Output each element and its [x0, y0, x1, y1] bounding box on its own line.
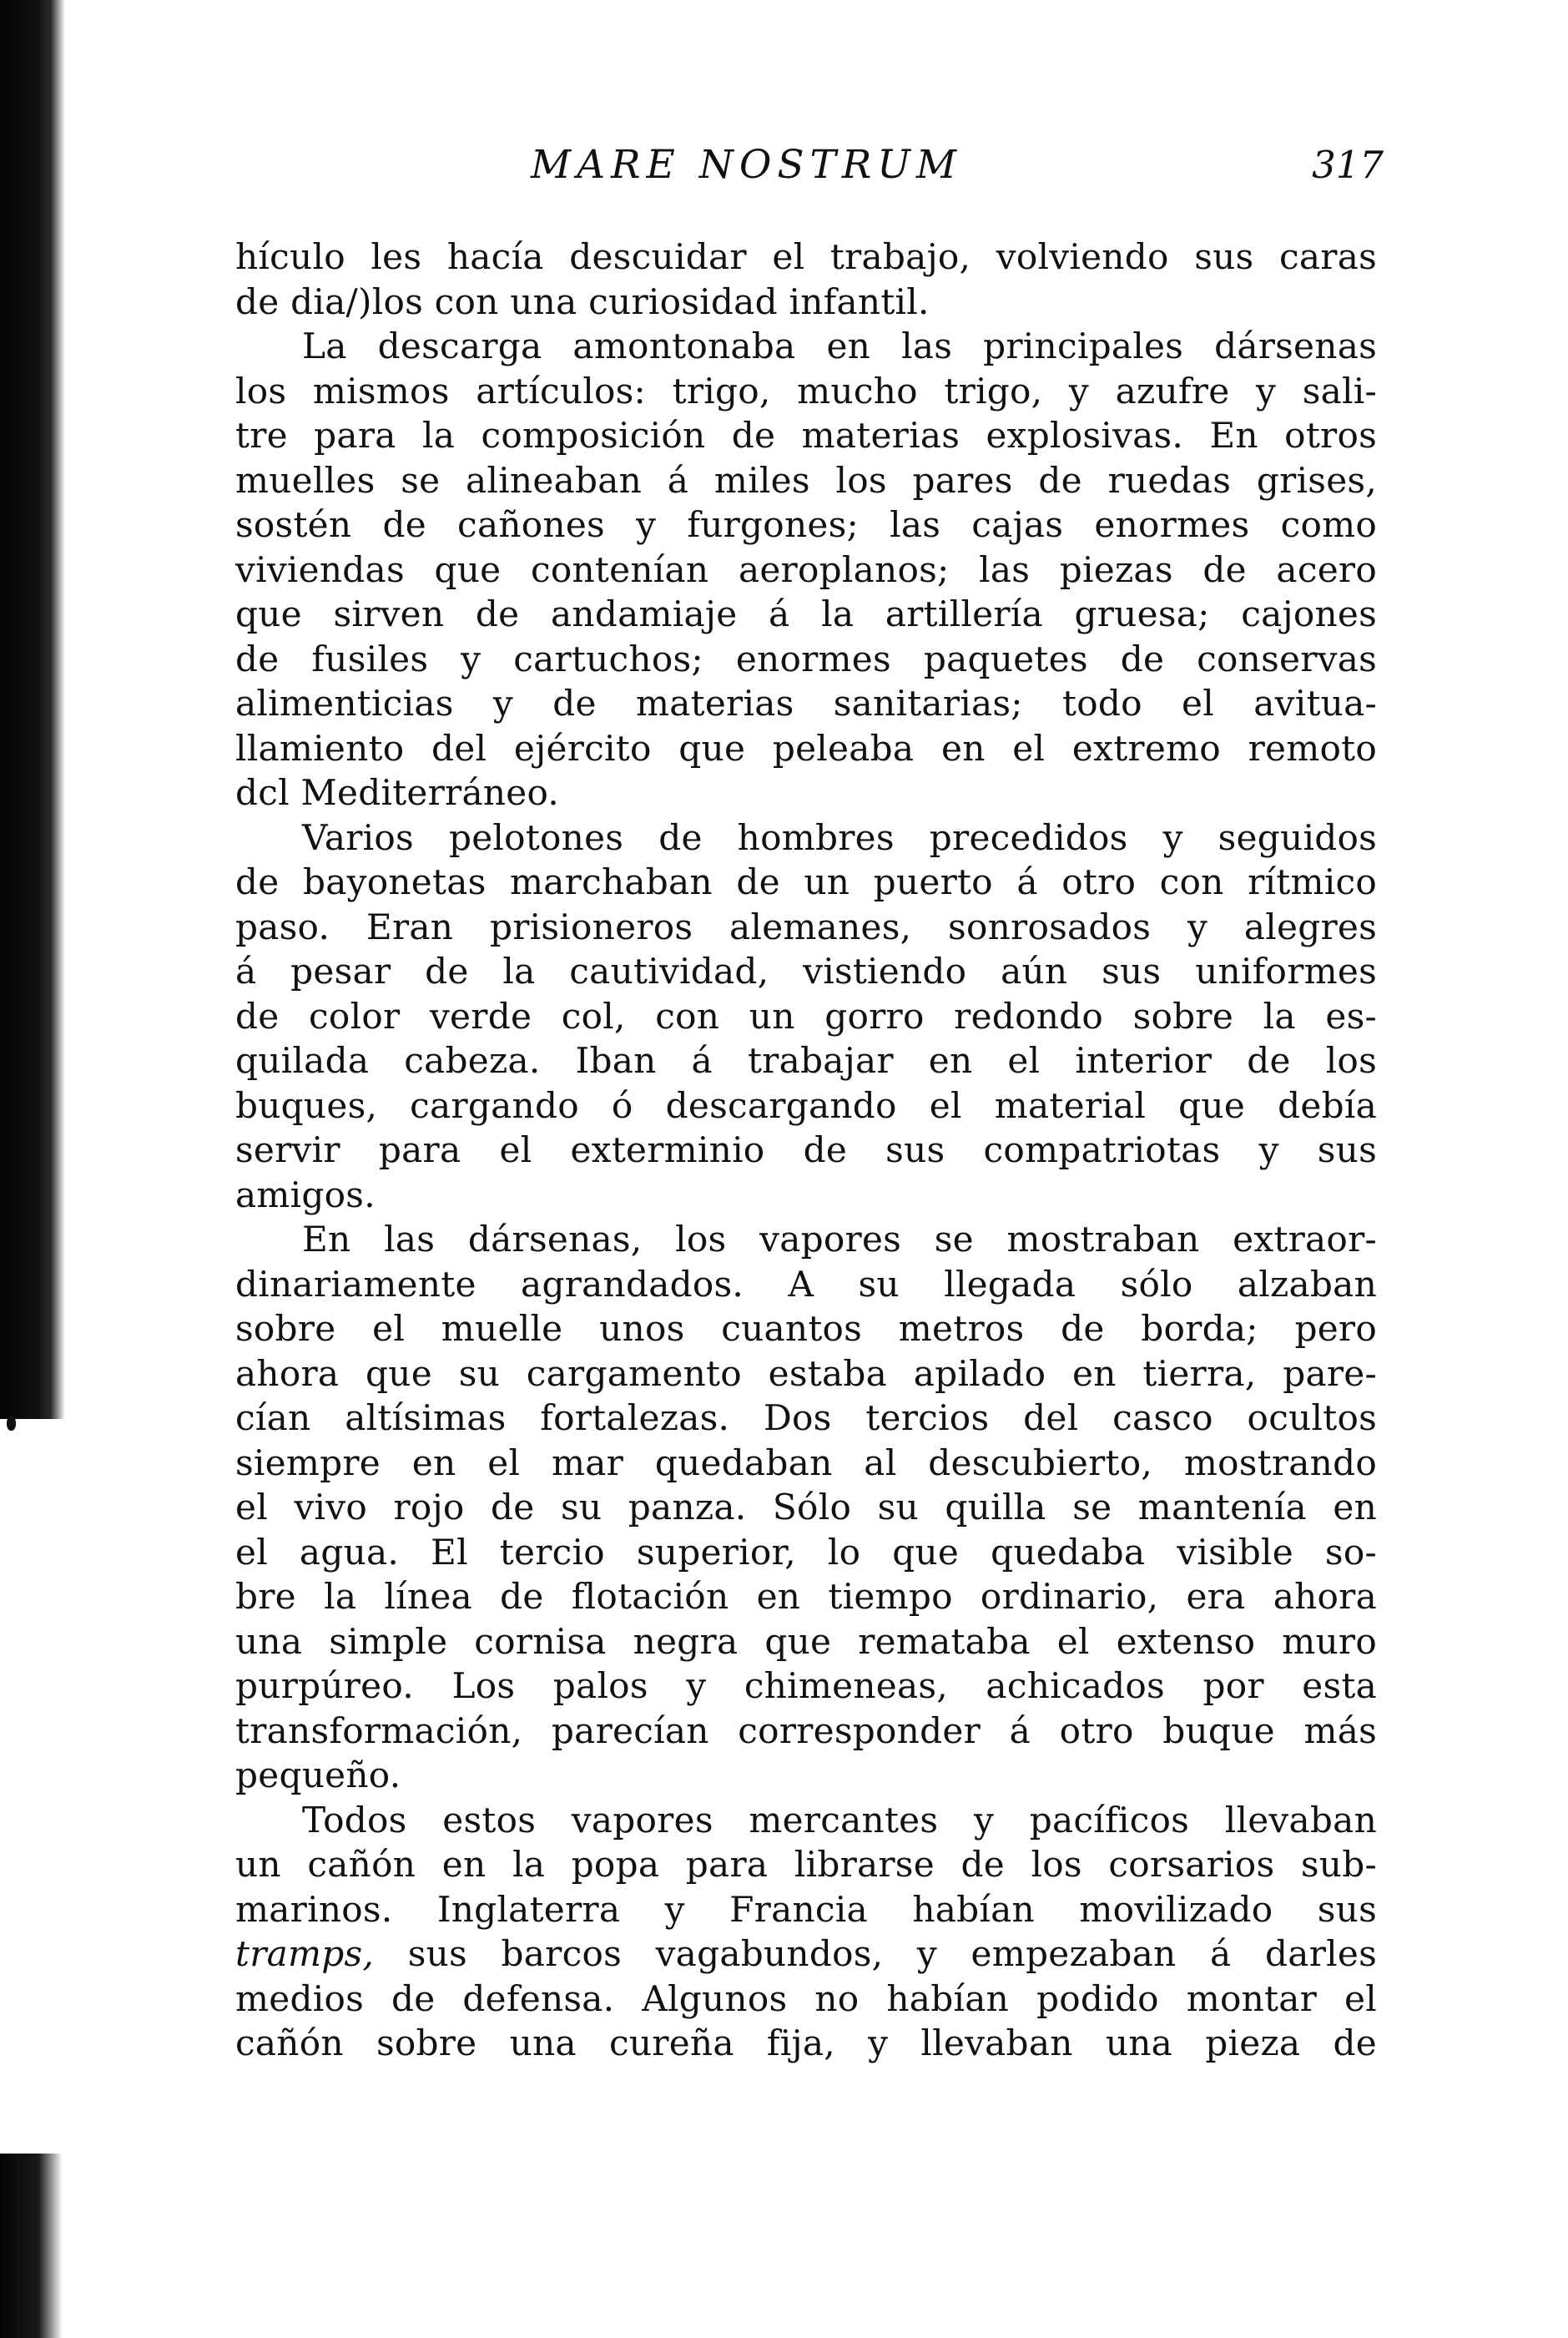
text-line: servir para el exterminio de sus compatriotas y sus: [235, 1129, 1377, 1170]
text-line: marinos. Inglaterra y Francia habían movilizado sus: [235, 1888, 1377, 1930]
text-line: á pesar de la cautividad, vistiendo aún sus uniformes: [235, 951, 1377, 992]
text-line: el vivo rojo de su panza. Sólo su quilla se mantenía en: [235, 1487, 1377, 1528]
text-line: medios de defensa. Algunos no habían podido montar el: [235, 1977, 1377, 2019]
text-line: buques, cargando ó descargando el material que debía: [235, 1084, 1377, 1126]
text-line: hículo les hacía descuidar el trabajo, volviendo sus caras: [235, 236, 1377, 277]
text-line: los mismos artículos: trigo, mucho trigo, y azufre y sali-: [235, 370, 1377, 412]
paragraph-first-line: Todos estos vapores mercantes y pacíficos llevaban: [302, 1799, 1377, 1841]
text-line: cían altísimas fortalezas. Dos tercios del casco ocultos: [235, 1397, 1377, 1438]
text-line: pequeño.: [235, 1755, 401, 1795]
text-line: llamiento del ejército que peleaba en el extremo remoto: [235, 727, 1377, 769]
line-remainder: sus barcos vagabundos, y empezaban á darles: [407, 1933, 1377, 1974]
text-line: quilada cabeza. Iban á trabajar en el interior de los: [235, 1040, 1377, 1081]
paragraph-first-line: Varios pelotones de hombres precedidos y seguidos: [302, 816, 1377, 858]
page-number: 317: [1312, 143, 1384, 187]
text-line: sostén de cañones y furgones; las cajas enormes como: [235, 504, 1377, 545]
text-line: que sirven de andamiaje á la artillería gruesa; cajones: [235, 593, 1377, 634]
text-line: de dia/)los con una curiosidad infantil.: [235, 280, 930, 322]
text-line: una simple cornisa negra que remataba el extenso muro: [235, 1620, 1377, 1662]
text-line: de fusiles y cartuchos; enormes paquetes de conservas: [235, 638, 1377, 679]
text-line: alimenticias y de materias sanitarias; todo el avitua-: [235, 683, 1377, 724]
text-line: ahora que su cargamento estaba apilado en tierra, pare-: [235, 1352, 1377, 1394]
paragraph-first-line: En las dársenas, los vapores se mostraban extraor-: [302, 1219, 1377, 1260]
text-line: amigos.: [235, 1174, 376, 1215]
text-line: tre para la composición de materias explosivas. En otros: [235, 415, 1377, 456]
book-binding-shadow: [0, 0, 65, 1419]
text-line: un cañón en la popa para librarse de los corsarios sub-: [235, 1844, 1377, 1885]
text-line: bre la línea de flotación en tiempo ordinario, era ahora: [235, 1576, 1377, 1617]
book-page-text: [235, 235, 1377, 2066]
text-line: cañón sobre una cureña fija, y llevaban una pieza de: [235, 2022, 1377, 2063]
page-header: [0, 140, 1568, 190]
text-line: purpúreo. Los palos y chimeneas, achicados por esta: [235, 1665, 1377, 1706]
lower-binding-shadow: [0, 2154, 63, 2338]
italic-word: tramps,: [235, 1933, 375, 1974]
paragraph-first-line: La descarga amontonaba en las principales dársenas: [302, 326, 1377, 366]
text-line: sobre el muelle unos cuantos metros de borda; pero: [235, 1308, 1377, 1349]
text-line-with-italic: [235, 1932, 1377, 1977]
text-line: viviendas que contenían aeroplanos; las piezas de acero: [235, 548, 1377, 590]
margin-ink-mark: [7, 1416, 16, 1431]
running-title: MARE NOSTRUM: [531, 142, 963, 188]
text-line: de color verde col, con un gorro redondo sobre la es-: [235, 995, 1377, 1037]
text-line: dinariamente agrandados. A su llegada sólo alzaban: [235, 1263, 1377, 1305]
text-line: siempre en el mar quedaban al descubierto, mostrando: [235, 1442, 1377, 1483]
text-line: de bayonetas marchaban de un puerto á otro con rítmico: [235, 861, 1377, 902]
text-line: transformación, parecían corresponder á otro buque más: [235, 1709, 1377, 1751]
text-line: muelles se alineaban á miles los pares de ruedas grises,: [235, 459, 1377, 501]
text-line: dcl Mediterráneo.: [235, 772, 560, 813]
text-line: paso. Eran prisioneros alemanes, sonrosados y alegres: [235, 906, 1377, 947]
text-line: el agua. El tercio superior, lo que quedaba visible so-: [235, 1531, 1377, 1573]
